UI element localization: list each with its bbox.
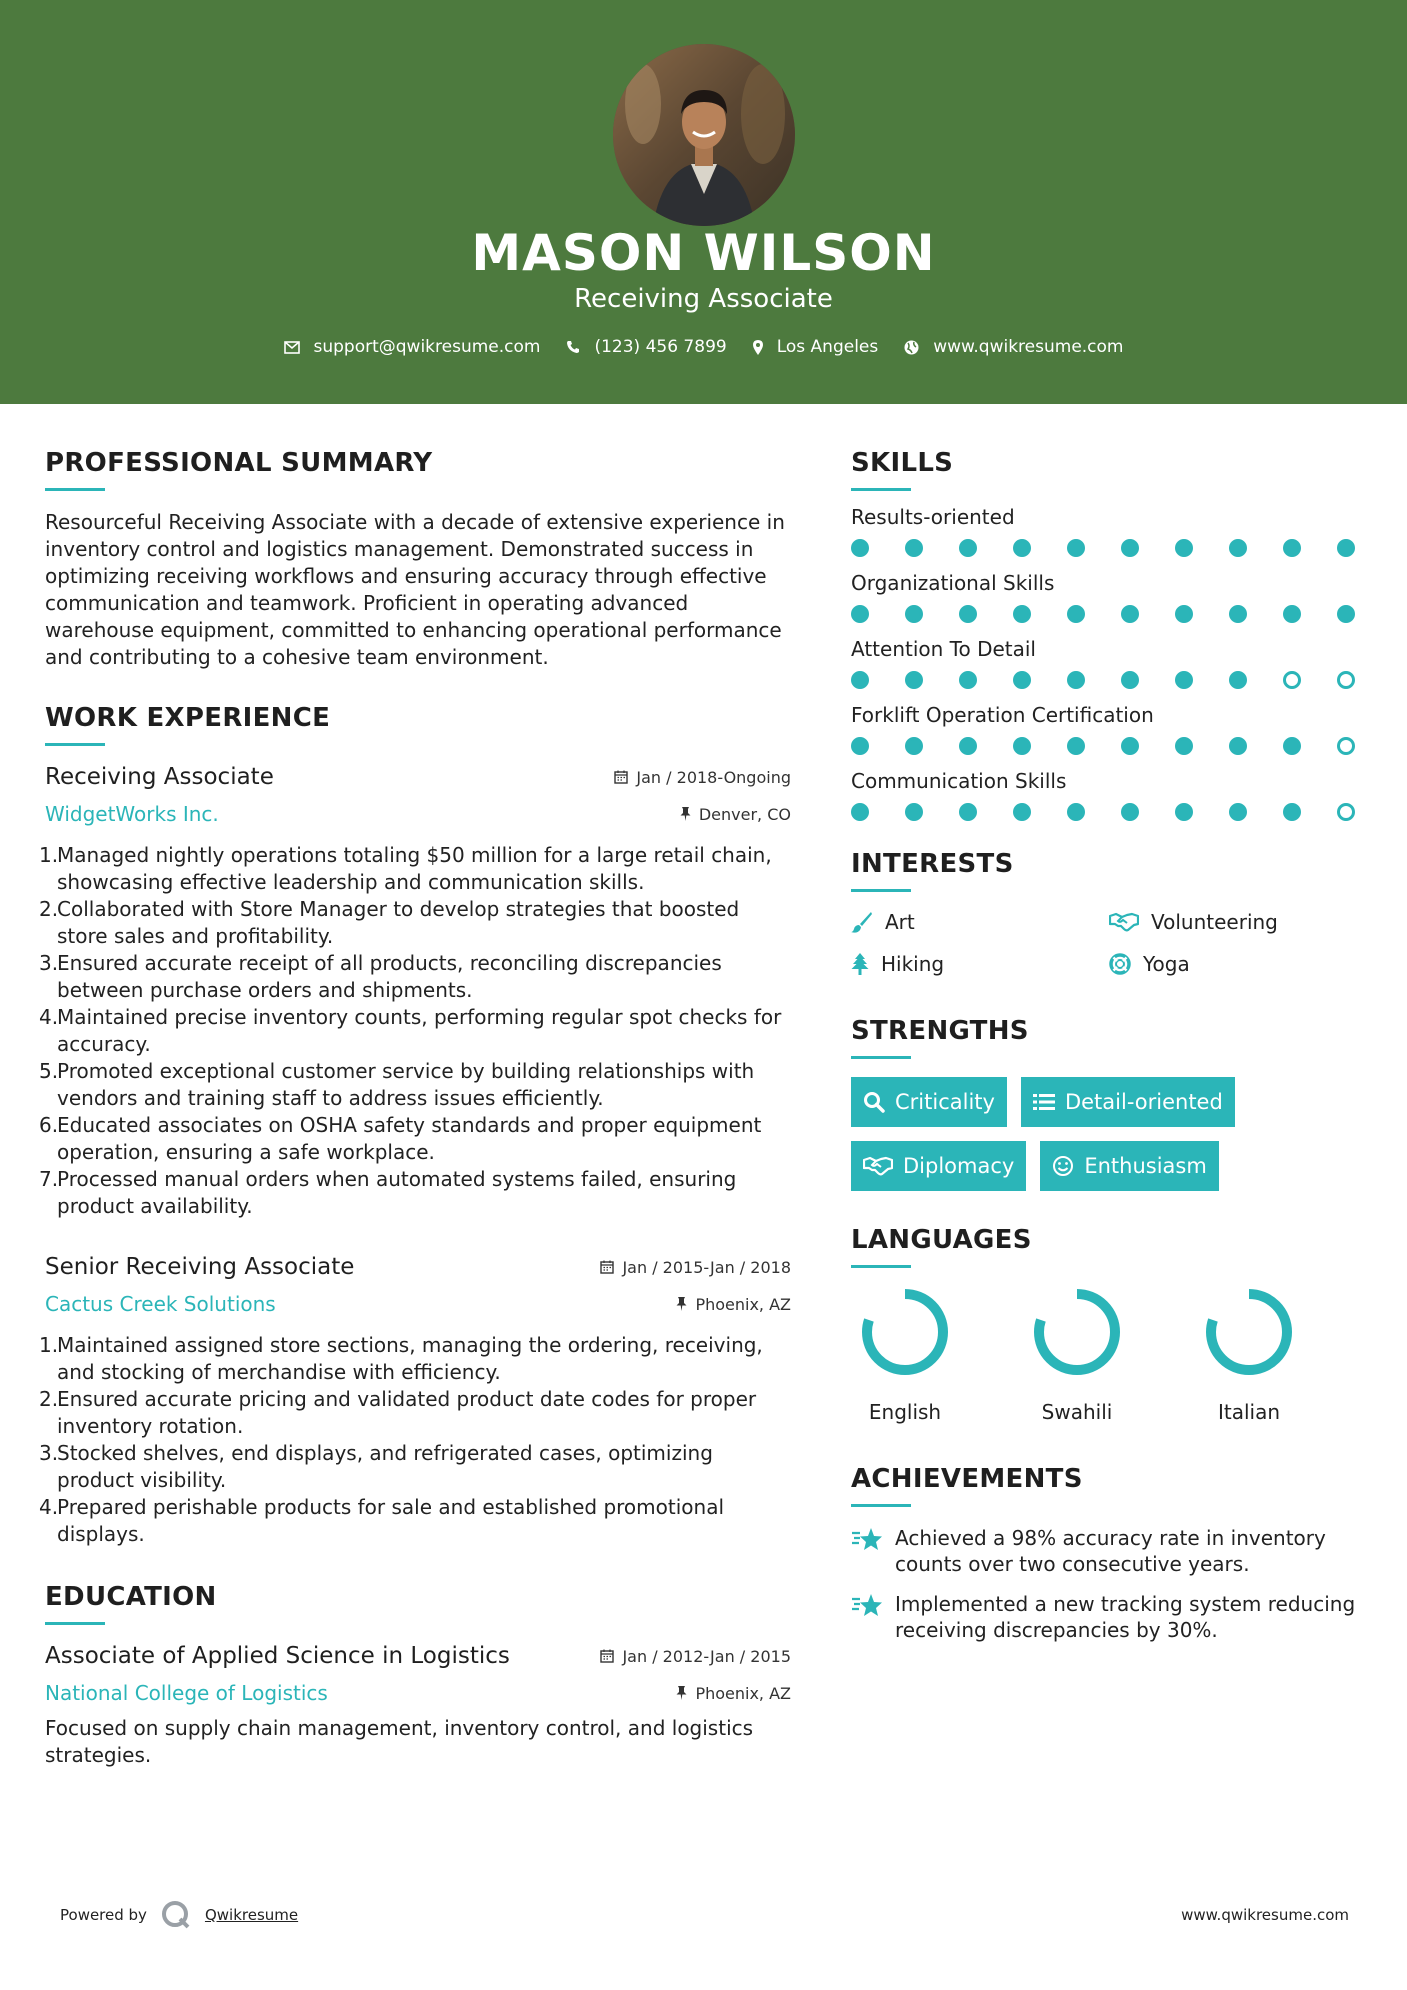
rating-dot-filled [1337, 605, 1355, 623]
footer-site[interactable]: www.qwikresume.com [1181, 1906, 1349, 1924]
paintbrush-icon [851, 911, 873, 933]
skills-list [851, 505, 1367, 821]
rating-dot-filled [1067, 803, 1085, 821]
list-icon [1033, 1093, 1055, 1111]
interest-label: Volunteering [1151, 910, 1278, 934]
item-number: 3. [39, 1441, 59, 1465]
map-marker-icon [753, 340, 763, 355]
list-item [39, 1166, 791, 1220]
language-item [1031, 1286, 1123, 1424]
globe-icon [904, 340, 919, 355]
pin-icon [676, 1686, 687, 1700]
rating-dot-filled [905, 539, 923, 557]
item-text: Maintained precise inventory counts, performing regular spot checks for accuracy. [57, 1005, 782, 1056]
achievement-item [851, 1525, 1367, 1577]
job-header-row [45, 764, 791, 790]
job-location [676, 1295, 791, 1314]
skill-item [851, 571, 1367, 623]
item-number: 4. [39, 1005, 59, 1029]
skill-item [851, 637, 1367, 689]
rating-dot-filled [959, 605, 977, 623]
rating-dot-filled [959, 803, 977, 821]
section-divider [851, 1056, 911, 1059]
summary-text: Resourceful Receiving Associate with a decade of extensive experience in inventory control and logistics management. Demonstrated success in optimizing receiving workflows and ensuring accuracy through effective communication and teamwork. Proficient in operating advanced warehouse equipment, committed to enhancing operational performance and contributing to a cohesive team environment. [45, 510, 785, 669]
job-dates-text: Jan / 2015-Jan / 2018 [622, 1257, 791, 1277]
handshake-icon [863, 1156, 893, 1176]
strengths-list [851, 1077, 1367, 1191]
rating-dot-filled [1121, 803, 1139, 821]
language-name: Swahili [1041, 1400, 1113, 1424]
language-item [859, 1286, 951, 1424]
section-divider [851, 488, 911, 491]
job-dates-text: Jan / 2018-Ongoing [636, 767, 791, 787]
rating-dot-empty [1283, 671, 1301, 689]
achievements-title: ACHIEVEMENTS [851, 1464, 1083, 1494]
handshake-icon [1109, 912, 1139, 932]
company-name: WidgetWorks Inc. [45, 802, 219, 826]
pin-icon [680, 807, 691, 821]
language-progress-ring [1031, 1286, 1123, 1378]
phone-text: (123) 456 7899 [594, 337, 727, 357]
rating-dot-filled [1229, 737, 1247, 755]
email-text: support@qwikresume.com [313, 337, 541, 357]
achievements-section [851, 1464, 1367, 1643]
rating-dot-empty [1337, 737, 1355, 755]
list-item [39, 1112, 791, 1166]
degree-title: Associate of Applied Science in Logistics [45, 1643, 510, 1669]
job-dates [614, 768, 791, 787]
rating-dot-filled [1067, 737, 1085, 755]
list-item [39, 1440, 791, 1494]
interest-item [1109, 952, 1367, 976]
job-title: Receiving Associate [45, 764, 274, 790]
rating-dot-filled [1067, 539, 1085, 557]
education-location [676, 1684, 791, 1703]
list-item [39, 842, 791, 896]
item-number: 3. [39, 951, 59, 975]
rating-dot-filled [1067, 671, 1085, 689]
interest-label: Art [885, 910, 915, 934]
list-item [39, 1494, 791, 1548]
rating-dot-filled [851, 737, 869, 755]
rating-dot-filled [1283, 803, 1301, 821]
job-duties [39, 1332, 791, 1548]
left-column [39, 448, 791, 1769]
item-number: 7. [39, 1167, 59, 1191]
website-text: www.qwikresume.com [933, 337, 1124, 357]
skill-rating [851, 737, 1355, 755]
languages-list [851, 1286, 1367, 1424]
section-divider [45, 743, 105, 746]
strength-label: Enthusiasm [1084, 1154, 1207, 1178]
rating-dot-filled [1283, 539, 1301, 557]
rating-dot-empty [1337, 671, 1355, 689]
item-number: 1. [39, 843, 59, 867]
rating-dot-filled [1175, 803, 1193, 821]
strengths-section [851, 1016, 1367, 1191]
rating-dot-filled [959, 737, 977, 755]
item-number: 2. [39, 1387, 59, 1411]
section-divider [851, 1265, 911, 1268]
contact-phone[interactable] [566, 337, 726, 357]
education-dates [600, 1647, 791, 1666]
item-text: Educated associates on OSHA safety standards and proper equipment operation, ensuring a safe workplace. [57, 1113, 762, 1164]
rating-dot-filled [959, 671, 977, 689]
section-divider [851, 889, 911, 892]
rating-dot-filled [959, 539, 977, 557]
item-number: 4. [39, 1495, 59, 1519]
lifering-icon [1109, 953, 1131, 975]
candidate-role: Receiving Associate [574, 284, 833, 314]
section-divider [45, 488, 105, 491]
interest-label: Hiking [881, 952, 945, 976]
skill-item [851, 703, 1367, 755]
strength-tag [1021, 1077, 1235, 1127]
tree-icon [851, 953, 869, 975]
rating-dot-filled [851, 539, 869, 557]
rating-dot-filled [1283, 605, 1301, 623]
skill-item [851, 769, 1367, 821]
rating-dot-filled [1121, 737, 1139, 755]
language-progress-arc [1039, 1294, 1115, 1370]
list-item [39, 1332, 791, 1386]
rating-dot-filled [905, 671, 923, 689]
item-text: Ensured accurate pricing and validated product date codes for proper inventory rotation. [57, 1387, 757, 1438]
rating-dot-filled [851, 605, 869, 623]
rating-dot-filled [905, 803, 923, 821]
envelope-icon [284, 341, 300, 354]
skill-name: Communication Skills [851, 769, 1067, 793]
skill-rating [851, 803, 1355, 821]
skill-name: Organizational Skills [851, 571, 1055, 595]
education-section [45, 1582, 791, 1769]
strength-label: Diplomacy [903, 1154, 1015, 1178]
list-item [39, 1004, 791, 1058]
location-text: Los Angeles [776, 337, 879, 357]
rating-dot-filled [1175, 539, 1193, 557]
education-dates-text: Jan / 2012-Jan / 2015 [622, 1646, 791, 1666]
right-column [851, 448, 1367, 1657]
rating-dot-empty [1337, 803, 1355, 821]
rating-dot-filled [1013, 803, 1031, 821]
skill-rating [851, 539, 1355, 557]
rating-dot-filled [851, 671, 869, 689]
rating-dot-filled [905, 605, 923, 623]
skill-item [851, 505, 1367, 557]
interest-label: Yoga [1143, 952, 1190, 976]
powered-by-text: Powered by [60, 1906, 147, 1924]
achievement-item [851, 1591, 1367, 1643]
profile-photo [613, 44, 795, 226]
section-divider [45, 1622, 105, 1625]
calendar-icon [614, 770, 628, 784]
item-text: Ensured accurate receipt of all products, reconciling discrepancies between purchase orders and shipments. [57, 951, 722, 1002]
rating-dot-filled [1283, 737, 1301, 755]
contact-bar [0, 337, 1407, 357]
rating-dot-filled [1229, 803, 1247, 821]
strengths-title: STRENGTHS [851, 1016, 1029, 1046]
rating-dot-filled [1121, 671, 1139, 689]
achievements-list [851, 1525, 1367, 1643]
skills-title: SKILLS [851, 448, 954, 478]
language-progress-ring [859, 1286, 951, 1378]
languages-title: LANGUAGES [851, 1225, 1032, 1255]
interest-item [851, 952, 1109, 976]
list-item [39, 1058, 791, 1112]
strength-tag [851, 1077, 1007, 1127]
list-item [39, 1386, 791, 1440]
rating-dot-filled [1121, 605, 1139, 623]
list-item [39, 896, 791, 950]
rating-dot-filled [1175, 737, 1193, 755]
star-icon [851, 1527, 883, 1577]
job-header-row [45, 1254, 791, 1280]
item-text: Processed manual orders when automated systems failed, ensuring product availability. [57, 1167, 737, 1218]
strength-label: Detail-oriented [1064, 1090, 1223, 1114]
job-dates [600, 1258, 791, 1277]
company-name: Cactus Creek Solutions [45, 1292, 276, 1316]
job-list [39, 764, 791, 1548]
job-title: Senior Receiving Associate [45, 1254, 355, 1280]
achievement-text: Implemented a new tracking system reducing receiving discrepancies by 30%. [895, 1592, 1356, 1642]
calendar-icon [600, 1649, 614, 1663]
contact-location [753, 337, 879, 357]
item-number: 6. [39, 1113, 59, 1137]
smile-icon [1052, 1155, 1074, 1177]
brand-link[interactable]: Qwikresume [204, 1906, 299, 1924]
contact-website[interactable] [904, 337, 1123, 357]
item-text: Collaborated with Store Manager to develop strategies that boosted store sales and profitability. [57, 897, 740, 948]
qwikresume-logo-icon [161, 1900, 191, 1930]
rating-dot-filled [1175, 605, 1193, 623]
item-text: Prepared perishable products for sale and established promotional displays. [57, 1495, 725, 1546]
footer-powered-by [60, 1900, 298, 1930]
interest-item [851, 910, 1109, 934]
resume-header [0, 0, 1407, 404]
skill-name: Attention To Detail [851, 637, 1036, 661]
contact-email[interactable] [284, 337, 541, 357]
job-company-row [45, 1292, 791, 1316]
language-progress-arc [867, 1294, 943, 1370]
job-location [680, 805, 791, 824]
item-number: 1. [39, 1333, 59, 1357]
rating-dot-filled [1013, 539, 1031, 557]
rating-dot-filled [1229, 539, 1247, 557]
search-icon [863, 1091, 885, 1113]
strength-tag [851, 1141, 1026, 1191]
rating-dot-filled [1175, 671, 1193, 689]
interests-section [851, 849, 1367, 976]
rating-dot-filled [905, 737, 923, 755]
pin-icon [676, 1297, 687, 1311]
summary-title: PROFESSIONAL SUMMARY [45, 448, 433, 478]
job-entry [39, 1254, 791, 1548]
achievement-text: Achieved a 98% accuracy rate in inventory counts over two consecutive years. [895, 1526, 1326, 1576]
interests-title: INTERESTS [851, 849, 1014, 879]
rating-dot-filled [1013, 605, 1031, 623]
rating-dot-filled [1229, 671, 1247, 689]
skills-section [851, 448, 1367, 821]
job-location-text: Denver, CO [698, 804, 791, 824]
candidate-name: MASON WILSON [471, 224, 936, 282]
rating-dot-filled [1121, 539, 1139, 557]
job-location-text: Phoenix, AZ [695, 1294, 791, 1314]
item-text: Maintained assigned store sections, managing the ordering, receiving, and stocking of merchandise with efficiency. [57, 1333, 763, 1384]
rating-dot-filled [1067, 605, 1085, 623]
list-item [39, 950, 791, 1004]
item-number: 2. [39, 897, 59, 921]
section-divider [851, 1504, 911, 1507]
experience-section [39, 703, 791, 1548]
rating-dot-filled [1337, 539, 1355, 557]
interests-list [851, 910, 1367, 976]
job-entry [39, 764, 791, 1220]
strength-tag [1040, 1141, 1218, 1191]
skill-name: Results-oriented [851, 505, 1015, 529]
languages-section [851, 1225, 1367, 1424]
education-location-text: Phoenix, AZ [695, 1683, 791, 1703]
education-title: EDUCATION [45, 1582, 217, 1612]
item-number: 5. [39, 1059, 59, 1083]
item-text: Managed nightly operations totaling $50 million for a large retail chain, showcasing effective leadership and communication skills. [57, 843, 772, 894]
language-name: Italian [1217, 1400, 1281, 1424]
rating-dot-filled [1013, 671, 1031, 689]
summary-section [45, 448, 791, 671]
skill-rating [851, 671, 1355, 689]
rating-dot-filled [851, 803, 869, 821]
language-progress-ring [1203, 1286, 1295, 1378]
job-duties [39, 842, 791, 1220]
experience-title: WORK EXPERIENCE [45, 703, 331, 733]
skill-rating [851, 605, 1355, 623]
item-text: Promoted exceptional customer service by building relationships with vendors and training staff to address issues efficiently. [57, 1059, 755, 1110]
rating-dot-filled [1013, 737, 1031, 755]
language-progress-arc [1211, 1294, 1287, 1370]
item-text: Stocked shelves, end displays, and refrigerated cases, optimizing product visibility. [57, 1441, 713, 1492]
language-item [1203, 1286, 1295, 1424]
rating-dot-filled [1229, 605, 1247, 623]
skill-name: Forklift Operation Certification [851, 703, 1154, 727]
calendar-icon [600, 1260, 614, 1274]
star-icon [851, 1593, 883, 1643]
phone-icon [566, 340, 580, 354]
interest-item [1109, 910, 1367, 934]
school-name: National College of Logistics [45, 1681, 328, 1705]
job-company-row [45, 802, 791, 826]
strength-label: Criticality [895, 1090, 995, 1114]
education-description: Focused on supply chain management, inventory control, and logistics strategies. [45, 1716, 754, 1767]
language-name: English [868, 1400, 942, 1424]
